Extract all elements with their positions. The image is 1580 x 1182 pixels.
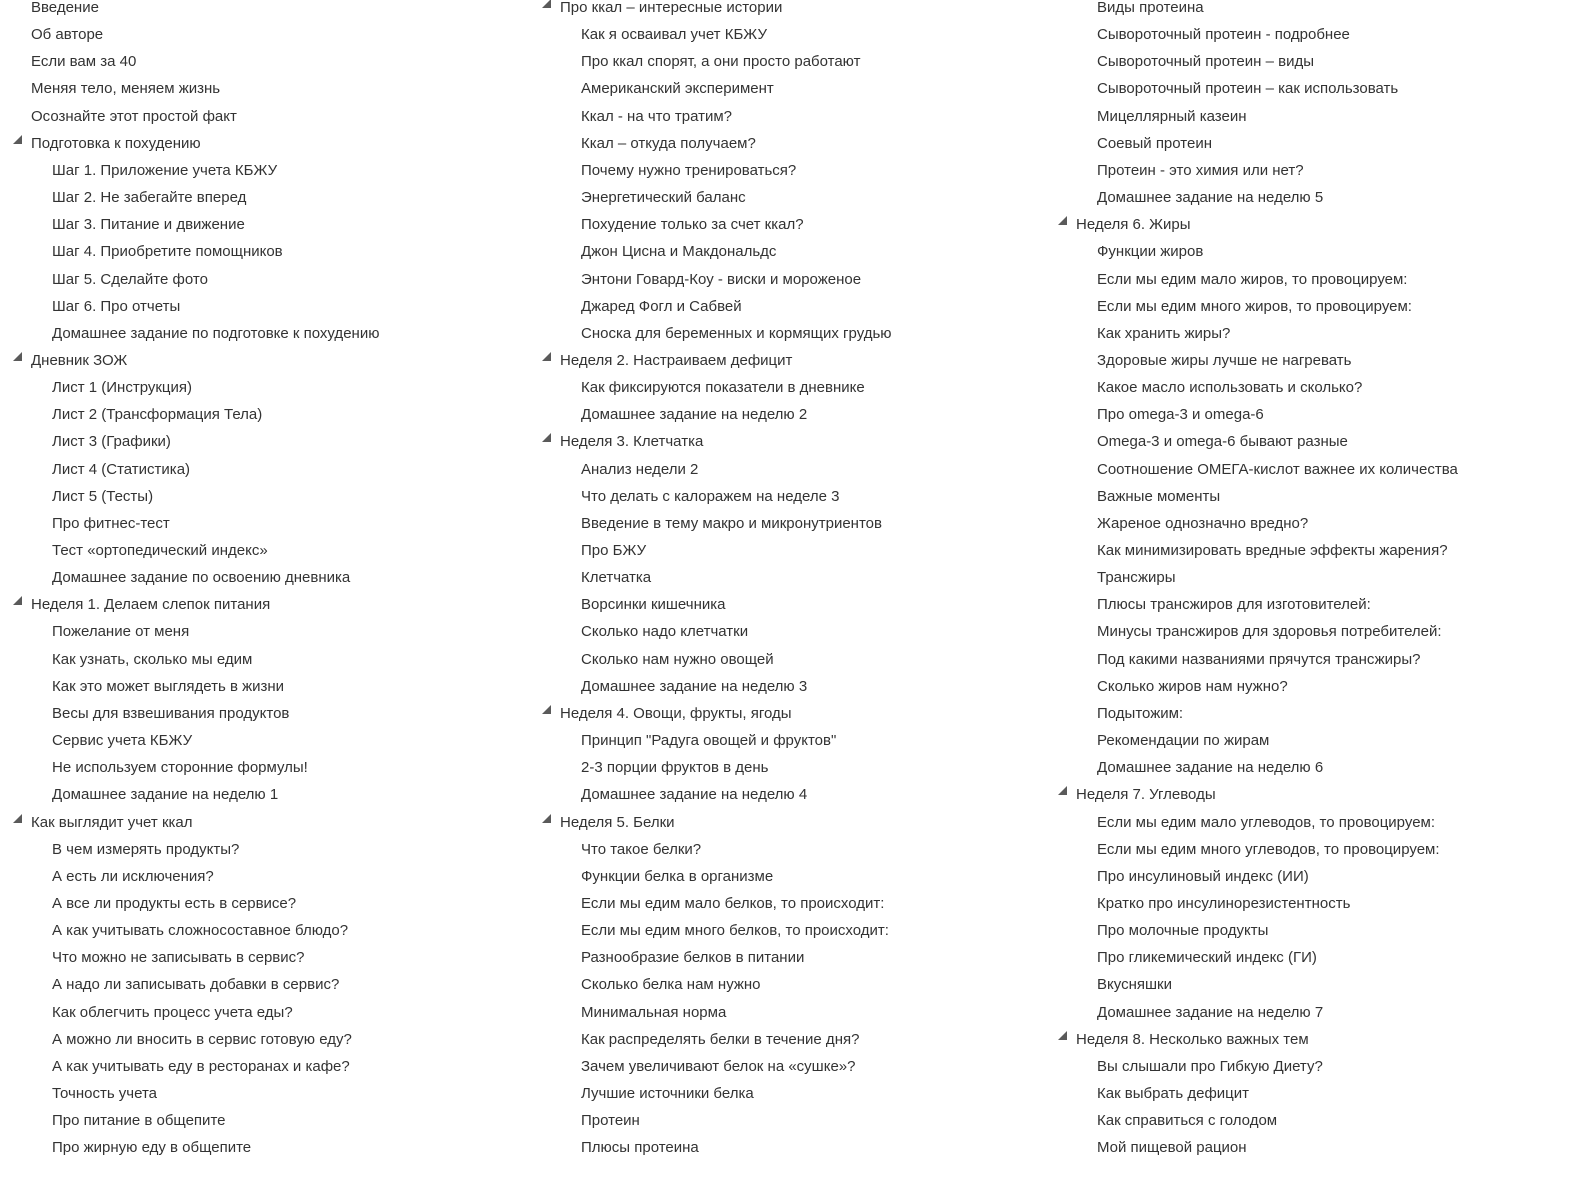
toc-entry-label: Домашнее задание на неделю 7 (1097, 1003, 1324, 1021)
toc-entry[interactable] (12, 704, 289, 731)
toc-entry-label: Неделя 1. Делаем слепок питания (31, 596, 271, 614)
toc-entry[interactable] (541, 731, 836, 758)
collapse-triangle-icon[interactable] (541, 351, 560, 371)
toc-entry-label: Меняя тело, меняем жизнь (31, 80, 221, 98)
toc-entry-label: Если мы едим мало углеводов, то провоцируем: (1097, 813, 1436, 831)
toc-entry-label: Мой пищевой рацион (1097, 1139, 1247, 1157)
toc-entry-label: Про питание в общепите (52, 1112, 226, 1130)
toc-entry[interactable] (12, 894, 296, 921)
toc-entry-label: Неделя 2. Настраиваем дефицит (560, 351, 793, 369)
toc-entry-label: А надо ли записывать добавки в сервис? (52, 976, 340, 994)
toc-entry-label: Вкусняшки (1097, 976, 1172, 994)
toc-entry[interactable] (541, 1138, 699, 1165)
toc-entry[interactable] (12, 242, 283, 269)
toc-entry-label: А есть ли исключения? (52, 867, 214, 885)
toc-section[interactable] (541, 0, 782, 25)
toc-entry[interactable] (12, 324, 379, 351)
toggle-spacer (12, 0, 31, 18)
toc-entry-label: Домашнее задание по подготовке к похудению (52, 324, 380, 342)
toc-section[interactable] (12, 595, 270, 622)
toc-entry[interactable] (541, 677, 807, 704)
toc-entry[interactable] (541, 270, 861, 297)
toc-entry[interactable] (541, 514, 882, 541)
toc-entry[interactable] (541, 242, 776, 269)
toc-entry-label: Похудение только за счет ккал? (581, 216, 804, 234)
toc-entry-label: А как учитывать еду в ресторанах и кафе? (52, 1057, 350, 1075)
toc-entry[interactable] (1057, 487, 1220, 514)
toc-entry-label: Жареное однозначно вредно? (1097, 514, 1309, 532)
toc-entry-label: Осознайте этот простой факт (31, 107, 237, 125)
toc-entry[interactable] (1057, 297, 1412, 324)
toc-entry[interactable] (1057, 1111, 1277, 1138)
toc-section[interactable] (12, 107, 237, 134)
toc-entry[interactable] (541, 215, 804, 242)
toc-entry[interactable] (12, 622, 189, 649)
toc-entry-label: Трансжиры (1097, 569, 1176, 587)
toggle-spacer (12, 107, 31, 127)
toc-section[interactable] (12, 79, 220, 106)
toc-entry-label: Лист 1 (Инструкция) (52, 379, 193, 397)
toc-entry[interactable] (1057, 1057, 1323, 1084)
toc-entry-label: Как выбрать дефицит (1097, 1085, 1250, 1102)
toc-entry[interactable] (541, 134, 756, 161)
toc-entry[interactable] (541, 595, 726, 622)
toc-entry-label: Подготовка к похудению (31, 134, 201, 152)
toc-entry-label: Какое масло использовать и сколько? (1097, 379, 1363, 397)
toc-section[interactable] (12, 52, 136, 79)
toc-entry-label: Соотношение ОМЕГА-кислот важнее их количества (1097, 460, 1458, 478)
toc-entry-label: Сколько жиров нам нужно? (1097, 677, 1288, 695)
toc-entry[interactable] (541, 52, 860, 79)
toc-section[interactable] (541, 813, 675, 840)
toc-entry-label: Пожелание от меня (52, 623, 190, 641)
toc-entry-label: Про фитнес-тест (52, 514, 170, 532)
toc-entry[interactable] (541, 1111, 640, 1138)
toc-entry-label: Если мы едим мало белков, то происходит: (581, 894, 885, 912)
toc-entry[interactable] (1057, 324, 1230, 351)
toc-entry[interactable] (541, 975, 761, 1002)
toc-entry[interactable] (1057, 921, 1268, 948)
toc-entry[interactable] (541, 948, 804, 975)
toc-entry-label: Как справиться с голодом (1097, 1112, 1278, 1130)
toc-entry[interactable] (12, 1030, 352, 1057)
toc-entry[interactable] (1057, 677, 1288, 704)
toc-entry[interactable] (12, 677, 284, 704)
toc-entry-label: Здоровые жиры лучше не нагревать (1097, 351, 1352, 369)
toc-entry[interactable] (1057, 541, 1448, 568)
toc-entry-label: Ворсинки кишечника (581, 596, 726, 614)
toc-entry-label: Если мы едим мало жиров, то провоцируем: (1097, 270, 1408, 288)
toc-entry-label: Почему нужно тренироваться? (581, 161, 797, 179)
toc-entry[interactable] (12, 948, 305, 975)
toc-entry-label: Плюсы трансжиров для изготовителей: (1097, 596, 1371, 614)
toc-entry-label: В чем измерять продукты? (52, 840, 240, 858)
toc-entry-label: Про БЖУ (581, 542, 647, 559)
toc-section[interactable] (1057, 1030, 1309, 1057)
toc-entry-label: Как облегчить процесс учета еды? (52, 1003, 293, 1021)
toc-entry[interactable] (1057, 52, 1314, 79)
toc-entry-label: Как распределять белки в течение дня? (581, 1030, 860, 1048)
toc-entry[interactable] (541, 1030, 859, 1057)
toc-entry-label: Тест «ортопедический индекс» (52, 542, 268, 559)
toc-entry[interactable] (1057, 948, 1317, 975)
toc-entry-label: Анализ недели 2 (581, 460, 699, 478)
collapse-triangle-icon[interactable] (12, 813, 31, 833)
toc-entry[interactable] (12, 541, 268, 568)
toc-entry-label: Что делать с калоражем на неделе 3 (581, 487, 840, 505)
toc-entry[interactable] (1057, 242, 1203, 269)
toc-section[interactable] (1057, 785, 1216, 812)
toc-entry[interactable] (1057, 134, 1212, 161)
toc-entry[interactable] (12, 975, 339, 1002)
toc-entry-label: Джаред Фогл и Сабвей (581, 297, 742, 315)
toc-section[interactable] (12, 25, 103, 52)
toc-entry-label: Домашнее задание на неделю 1 (52, 786, 279, 804)
toc-entry-label: Сколько белка нам нужно (581, 976, 761, 994)
toc-entry[interactable] (12, 731, 192, 758)
toc-entry[interactable] (1057, 514, 1308, 541)
toc-entry[interactable] (12, 1111, 225, 1138)
toc-entry[interactable] (1057, 894, 1350, 921)
toc-entry-label: Лист 3 (Графики) (52, 433, 171, 451)
toc-entry-label: Как хранить жиры? (1097, 324, 1231, 342)
toc-entry-label: Неделя 6. Жиры (1076, 216, 1191, 234)
toc-section[interactable] (1057, 215, 1191, 242)
toc-entry-label: Лучшие источники белка (581, 1085, 754, 1102)
toc-entry[interactable] (12, 378, 192, 405)
toc-entry-label: Как фиксируются показатели в дневнике (581, 379, 865, 397)
collapse-triangle-icon[interactable] (1057, 785, 1076, 805)
toc-entry-label: Минусы трансжиров для здоровья потребителей: (1097, 623, 1442, 641)
toc-entry[interactable] (541, 1003, 726, 1030)
toc-entry[interactable] (12, 758, 308, 785)
toggle-spacer (12, 52, 31, 72)
collapse-triangle-icon[interactable] (1057, 215, 1076, 235)
toc-entry-label: 2-3 порции фруктов в день (581, 759, 769, 777)
toc-entry[interactable] (12, 840, 239, 867)
toc-section[interactable] (12, 351, 127, 378)
toc-entry[interactable] (1057, 1084, 1249, 1111)
toc-entry-label: Ккал – откуда получаем? (581, 134, 756, 152)
toc-entry[interactable] (12, 297, 180, 324)
toc-entry-label: Шаг 4. Приобретите помощников (52, 243, 283, 261)
toc-entry[interactable] (541, 622, 748, 649)
toc-entry-label: Шаг 3. Питание и движение (52, 216, 245, 234)
toc-entry-label: Сывороточный протеин – виды (1097, 53, 1314, 71)
toc-entry-label: А можно ли вносить в сервис готовую еду? (52, 1030, 352, 1048)
toc-entry-label: Не используем сторонние формулы! (52, 759, 308, 777)
toc-entry-label: А все ли продукты есть в сервисе? (52, 894, 297, 912)
toc-entry-label: Неделя 4. Овощи, фрукты, ягоды (560, 704, 792, 722)
toc-entry[interactable] (12, 432, 171, 459)
toc-entry-label: Лист 4 (Статистика) (52, 460, 191, 478)
toc-entry[interactable] (1057, 758, 1323, 785)
toc-entry[interactable] (1057, 0, 1204, 25)
toc-section[interactable] (541, 432, 703, 459)
toc-entry[interactable] (1057, 1003, 1323, 1030)
toc-entry[interactable] (541, 785, 807, 812)
toc-entry[interactable] (541, 568, 651, 595)
toc-entry-label: Разнообразие белков в питании (581, 949, 805, 967)
toc-entry[interactable] (541, 188, 746, 215)
toc-entry-label: Мицеллярный казеин (1097, 107, 1247, 125)
toc-entry-label: Как минимизировать вредные эффекты жарения? (1097, 542, 1448, 559)
toc-entry[interactable] (1057, 704, 1183, 731)
toc-entry[interactable] (12, 785, 278, 812)
toc-entry[interactable] (12, 514, 170, 541)
toc-entry-label: Энтони Говард-Коу - виски и мороженое (581, 270, 862, 288)
toc-entry-label: Про omega-3 и omega-6 (1097, 406, 1264, 424)
toc-entry-label: Лист 5 (Тесты) (52, 487, 154, 505)
toc-entry-label: Про инсулиновый индекс (ИИ) (1097, 867, 1309, 885)
toc-entry-label: Сколько нам нужно овощей (581, 650, 774, 668)
toc-entry[interactable] (12, 487, 153, 514)
toc-entry-label: Кратко про инсулинорезистентность (1097, 894, 1351, 912)
toc-entry[interactable] (541, 650, 774, 677)
toc-entry-label: Введение (31, 0, 99, 16)
toc-entry-label: Сколько надо клетчатки (581, 623, 749, 641)
toc-entry[interactable] (1057, 107, 1247, 134)
toc-entry[interactable] (12, 270, 208, 297)
toc-entry-label: Домашнее задание на неделю 5 (1097, 189, 1324, 206)
toc-entry[interactable] (12, 1138, 251, 1165)
toc-entry-label: Как это может выглядеть в жизни (52, 677, 285, 695)
toc-entry[interactable] (12, 650, 252, 677)
toc-entry-label: Важные моменты (1097, 487, 1221, 505)
toc-entry-label: Протеин (581, 1112, 640, 1130)
toc-entry[interactable] (541, 25, 767, 52)
toggle-spacer (12, 25, 31, 45)
toc-entry[interactable] (541, 541, 646, 568)
toc-entry-label: Клетчатка (581, 569, 652, 587)
toc-entry[interactable] (12, 1057, 350, 1084)
toc-entry-label: Протеин - это химия или нет? (1097, 161, 1304, 179)
toc-entry-label: Как я осваивал учет КБЖУ (581, 26, 768, 44)
toc-entry[interactable] (1057, 731, 1269, 758)
collapse-triangle-icon[interactable] (1057, 1030, 1076, 1050)
toc-entry[interactable] (1057, 813, 1435, 840)
toc-entry-label: Если вам за 40 (31, 53, 137, 71)
toc-entry[interactable] (12, 188, 246, 215)
toc-entry-label: Про жирную еду в общепите (52, 1139, 252, 1157)
toc-entry-label: Джон Цисна и Макдональдс (581, 243, 777, 261)
toc-entry-label: Что можно не записывать в сервис? (52, 949, 305, 967)
toc-entry[interactable] (541, 867, 773, 894)
toc-section[interactable] (12, 813, 193, 840)
collapse-triangle-icon[interactable] (12, 351, 31, 371)
toc-entry[interactable] (541, 324, 892, 351)
toc-entry[interactable] (1057, 1138, 1247, 1165)
toc-entry[interactable] (1057, 622, 1442, 649)
toc-entry[interactable] (1057, 840, 1440, 867)
toc-entry-label: Зачем увеличивают белок на «сушке»? (581, 1057, 856, 1075)
toc-entry[interactable] (1057, 79, 1398, 106)
toc-entry-label: Домашнее задание на неделю 2 (581, 406, 808, 424)
toc-entry-label: Введение в тему макро и микронутриентов (581, 514, 882, 532)
toc-entry-label: Рекомендации по жирам (1097, 732, 1270, 749)
toc-entry-label: Функции жиров (1097, 243, 1204, 261)
toc-entry[interactable] (541, 161, 796, 188)
toc-section[interactable] (12, 0, 99, 25)
toc-entry[interactable] (12, 1003, 293, 1030)
toc-entry[interactable] (12, 460, 190, 487)
toc-entry-label: Домашнее задание по освоению дневника (52, 569, 351, 587)
toc-entry-label: Omega-3 и omega-6 бывают разные (1097, 433, 1348, 451)
toc-entry-label: Шаг 2. Не забегайте вперед (52, 189, 247, 206)
toc-entry[interactable] (541, 297, 742, 324)
toc-entry[interactable] (541, 1057, 855, 1084)
toc-entry-label: Как узнать, сколько мы едим (52, 650, 253, 668)
toc-entry-label: Домашнее задание на неделю 6 (1097, 759, 1324, 777)
toc-entry-label: Сервис учета КБЖУ (52, 732, 193, 749)
toc-entry-label: Функции белка в организме (581, 867, 774, 885)
toc-entry-label: Соевый протеин (1097, 134, 1212, 152)
toc-entry-label: Неделя 8. Несколько важных тем (1076, 1030, 1309, 1048)
toc-entry[interactable] (12, 215, 245, 242)
toc-section[interactable] (541, 704, 792, 731)
toc-entry[interactable] (1057, 867, 1309, 894)
toc-entry-label: Неделя 7. Углеводы (1076, 786, 1216, 804)
toc-entry-label: Что такое белки? (581, 840, 702, 858)
toc-entry[interactable] (12, 161, 277, 188)
toc-column-3 (1057, 0, 1577, 1182)
toc-entry-label: Шаг 5. Сделайте фото (52, 270, 208, 288)
toc-entry-label: Шаг 6. Про отчеты (52, 297, 181, 315)
toc-entry-label: Неделя 3. Клетчатка (560, 433, 704, 451)
toc-entry[interactable] (541, 1084, 754, 1111)
toc-entry[interactable] (1057, 405, 1264, 432)
toc-entry-label: Про ккал – интересные истории (560, 0, 783, 16)
toc-entry[interactable] (12, 405, 262, 432)
toc-entry[interactable] (1057, 161, 1304, 188)
toc-entry[interactable] (541, 79, 774, 106)
toc-entry[interactable] (541, 378, 865, 405)
toc-entry-label: Точность учета (52, 1085, 157, 1102)
toc-entry-label: Про гликемический индекс (ГИ) (1097, 949, 1317, 967)
toc-entry-label: Если мы едим много белков, то происходит: (581, 922, 889, 940)
toc-entry-label: Если мы едим много углеводов, то провоцируем: (1097, 840, 1440, 858)
toc-entry[interactable] (1057, 188, 1323, 215)
toc-entry-label: Принцип "Радуга овощей и фруктов" (581, 732, 837, 749)
toc-entry-label: Минимальная норма (581, 1003, 727, 1021)
toc-entry[interactable] (1057, 595, 1371, 622)
toc-entry[interactable] (12, 921, 348, 948)
toc-section[interactable] (541, 351, 792, 378)
toc-entry[interactable] (541, 405, 807, 432)
collapse-triangle-icon[interactable] (541, 0, 560, 18)
toc-entry-label: Домашнее задание на неделю 3 (581, 677, 808, 695)
toc-entry[interactable] (1057, 650, 1420, 677)
toc-entry[interactable] (541, 487, 839, 514)
toc-entry-label: Сывороточный протеин – как использовать (1097, 80, 1399, 98)
toc-entry[interactable] (541, 840, 701, 867)
toc-entry-label: Неделя 5. Белки (560, 813, 675, 831)
toc-entry[interactable] (541, 107, 732, 134)
toc-entry-label: Плюсы протеина (581, 1139, 699, 1157)
toc-entry[interactable] (12, 867, 214, 894)
toc-entry[interactable] (541, 894, 884, 921)
toc-entry-label: Ккал - на что тратим? (581, 107, 733, 125)
toc-entry-label: Лист 2 (Трансформация Тела) (52, 406, 263, 424)
toc-entry-label: Как выглядит учет ккал (31, 813, 193, 831)
toc-entry-label: Сывороточный протеин - подробнее (1097, 26, 1350, 44)
toc-entry-label: Про молочные продукты (1097, 922, 1269, 940)
toc-column-2 (541, 0, 1041, 1182)
toc-entry[interactable] (541, 758, 768, 785)
collapse-triangle-icon[interactable] (12, 134, 31, 154)
collapse-triangle-icon[interactable] (12, 595, 31, 615)
toc-entry[interactable] (1057, 270, 1407, 297)
toc-entry-label: Энергетический баланс (581, 189, 746, 206)
toc-entry-label: Об авторе (31, 26, 104, 44)
toc-entry[interactable] (12, 1084, 157, 1111)
toc-entry[interactable] (1057, 351, 1352, 378)
toc-entry-label: Виды протеина (1097, 0, 1204, 16)
toggle-spacer (12, 79, 31, 99)
toc-entry-label: Под какими названиями прячутся трансжиры? (1097, 650, 1421, 668)
toc-entry-label: Про ккал спорят, а они просто работают (581, 53, 861, 71)
toc-entry[interactable] (12, 568, 350, 595)
toc-entry-label: Вы слышали про Гибкую Диету? (1097, 1057, 1323, 1075)
toc-entry[interactable] (541, 921, 889, 948)
toc-entry-label: Домашнее задание на неделю 4 (581, 786, 808, 804)
toc-entry-label: Американский эксперимент (581, 80, 774, 98)
collapse-triangle-icon[interactable] (541, 704, 560, 724)
toc-entry-label: Если мы едим много жиров, то провоцируем: (1097, 297, 1412, 315)
toc-entry[interactable] (1057, 975, 1172, 1002)
toc-section[interactable] (12, 134, 201, 161)
toc-entry[interactable] (1057, 432, 1348, 459)
toc-column-1 (12, 0, 522, 1182)
toc-entry-label: Дневник ЗОЖ (31, 351, 128, 369)
collapse-triangle-icon[interactable] (541, 813, 560, 833)
toc-entry[interactable] (1057, 25, 1350, 52)
toc-entry-label: Шаг 1. Приложение учета КБЖУ (52, 161, 278, 179)
toc-entry[interactable] (541, 460, 698, 487)
toc-entry-label: Весы для взвешивания продуктов (52, 704, 290, 722)
toc-entry[interactable] (1057, 460, 1458, 487)
toc-entry[interactable] (1057, 378, 1362, 405)
toc-entry-label: А как учитывать сложносоставное блюдо? (52, 922, 349, 940)
collapse-triangle-icon[interactable] (541, 432, 560, 452)
toc-entry[interactable] (1057, 568, 1176, 595)
toc-entry-label: Сноска для беременных и кормящих грудью (581, 324, 892, 342)
toc-entry-label: Подытожим: (1097, 704, 1184, 722)
